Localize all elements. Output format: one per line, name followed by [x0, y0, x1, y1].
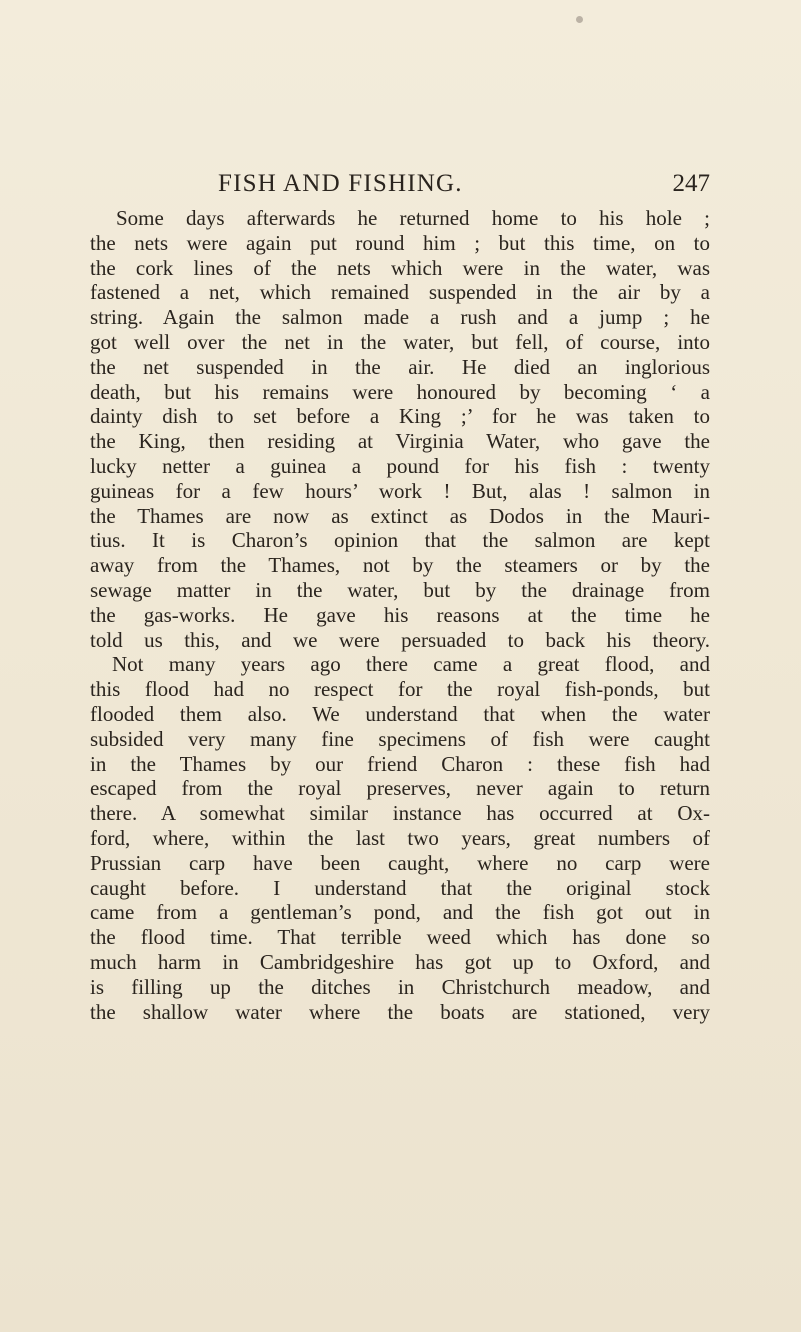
text-line: the Thames are now as extinct as Dodos in the Mauri- [90, 503, 710, 528]
text-line: lucky netter a guinea a pound for his fish : twenty [90, 453, 710, 478]
text-line: death, but his remains were honoured by becoming ‘ a [90, 379, 710, 404]
text-line: string. Again the salmon made a rush and a jump ; he [90, 305, 710, 330]
text-line: tius. It is Charon’s opinion that the salmon are kept [90, 528, 710, 553]
text-line: the flood time. That terrible weed which has done so [90, 925, 710, 950]
text-line: guineas for a few hours’ work ! But, alas ! salmon in [90, 478, 710, 503]
paper-speck [576, 16, 583, 23]
text-line: Prussian carp have been caught, where no carp were [90, 850, 710, 875]
text-line: the nets were again put round him ; but this time, on to [90, 230, 710, 255]
text-line: dainty dish to set before a King ;’ for he was taken to [90, 404, 710, 429]
text-line: came from a gentleman’s pond, and the fish got out in [90, 900, 710, 925]
text-line: this flood had no respect for the royal fish-ponds, but [90, 677, 710, 702]
text-line: is filling up the ditches in Christchurch meadow, and [90, 974, 710, 999]
text-line: subsided very many fine specimens of fish were caught [90, 726, 710, 751]
text-line: the shallow water where the boats are stationed, very [90, 999, 710, 1024]
body-text [90, 206, 710, 1024]
text-line: Some days afterwards he returned home to his hole ; [116, 206, 710, 230]
text-line: there. A somewhat similar instance has occurred at Ox- [90, 801, 710, 826]
text-line: the King, then residing at Virginia Water, who gave the [90, 429, 710, 454]
page-number: 247 [672, 170, 710, 197]
text-line: in the Thames by our friend Charon : these fish had [90, 751, 710, 776]
text-line: away from the Thames, not by the steamers or by the [90, 553, 710, 578]
text-line: got well over the net in the water, but fell, of course, into [90, 329, 710, 354]
text-line: the gas-works. He gave his reasons at the time he [90, 602, 710, 627]
text-line: sewage matter in the water, but by the drainage from [90, 577, 710, 602]
text-line: much harm in Cambridgeshire has got up to Oxford, and [90, 949, 710, 974]
text-line: the cork lines of the nets which were in the water, was [90, 255, 710, 280]
text-line: told us this, and we were persuaded to back his theory. [90, 627, 710, 652]
text-line: flooded them also. We understand that when the water [90, 701, 710, 726]
text-line: ford, where, within the last two years, great numbers of [90, 825, 710, 850]
text-line: fastened a net, which remained suspended in the air by a [90, 280, 710, 305]
text-line: Not many years ago there came a great flood, and [112, 652, 710, 677]
running-title: FISH AND FISHING. [218, 170, 463, 197]
page-header [218, 170, 710, 204]
text-line: escaped from the royal preserves, never again to return [90, 776, 710, 801]
text-line: the net suspended in the air. He died an inglorious [90, 354, 710, 379]
text-line: caught before. I understand that the original stock [90, 875, 710, 900]
